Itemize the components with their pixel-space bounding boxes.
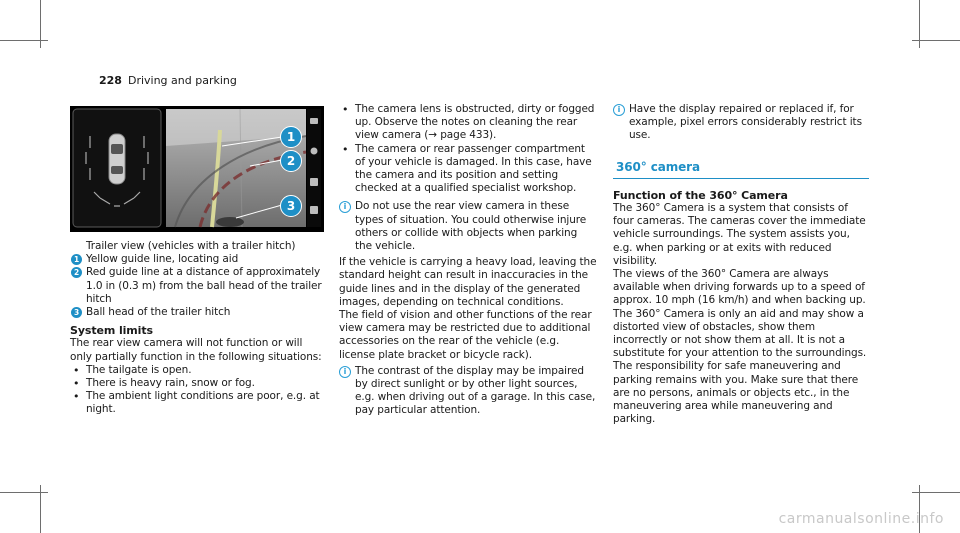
left-column	[70, 240, 325, 417]
settings-icon	[310, 178, 318, 186]
info-icon: i	[339, 201, 351, 213]
mid-bullet-2: • The camera or rear passenger compartment of your vehicle is damaged. In this case, have the camera and its position and setting checked at a qualified specialist workshop.	[339, 143, 597, 196]
ball-head	[216, 217, 244, 227]
system-limits-intro: The rear view camera will not function or will only partially function in the following situations:	[70, 337, 322, 363]
accessories-paragraph: The field of vision and other functions of the rear view camera may be restricted due to additional accessories on the rear of the vehicle (e.g. license plate bracket or bicycle rack).	[339, 309, 592, 361]
trailer-view-screen	[70, 106, 324, 232]
info-icon: i	[613, 104, 625, 116]
tow-icon	[311, 148, 318, 155]
function-heading: Function of the 360° Camera	[613, 188, 788, 202]
mid-bullet-1: • The camera lens is obstructed, dirty or fogged up. Observe the notes on cleaning the rear view camera (→ page 433).	[339, 103, 597, 143]
function-paragraph-1: The 360° Camera is a system that consists of four cameras. The cameras cover the immediate vehicle surroundings. The system assists you, e.g. when parking or at exits with reduced visibility.	[613, 202, 866, 267]
car-top-view-icon	[109, 134, 125, 184]
section-title: Driving and parking	[127, 74, 237, 87]
page-header	[99, 74, 237, 87]
note-3: i Have the display repaired or replaced if, for example, pixel errors considerably restrict its use.	[613, 103, 869, 143]
view-icon	[310, 206, 318, 214]
figure-caption: Trailer view (vehicles with a trailer hitch)	[86, 240, 296, 252]
middle-column	[339, 103, 597, 418]
legend-item-2: 2 Red guide line at a distance of approximately 1.0 in (0.3 m) from the ball head of the trailer hitch	[70, 266, 325, 306]
note-1: i Do not use the rear view camera in these types of situation. You could otherwise injure others or collide with objects when parking the vehicle.	[339, 200, 597, 253]
function-paragraph-2: The views of the 360° Camera are always available when driving forwards up to a speed of approx. 10 mph (16 km/h) and when backing up.	[613, 268, 866, 307]
system-limits-heading: System limits	[70, 324, 153, 338]
section-heading-360: 360° camera	[616, 159, 700, 174]
function-paragraph-3: The 360° Camera is only an aid and may show a distorted view of obstacles, show them incorrectly or not show them at all. It is not a substitute for your attention to the surroundings. The responsibility for safe maneuvering and parking remains with you. Make sure that there are no persons, animals or objects etc., in the maneuvering area while maneuvering and parking.	[613, 307, 867, 426]
info-icon: i	[339, 366, 351, 378]
limit-bullet-2: • There is heavy rain, snow or fog.	[70, 377, 325, 390]
limit-bullet-1: • The tailgate is open.	[70, 364, 325, 377]
right-column	[613, 103, 869, 426]
watermark: carmanualsonline.info	[778, 511, 944, 527]
page-number: 228	[99, 74, 122, 87]
callout-3: 3	[280, 195, 302, 217]
callout-2: 2	[280, 150, 302, 172]
legend-item-1: 1 Yellow guide line, locating aid	[70, 253, 325, 266]
callout-1: 1	[280, 126, 302, 148]
limit-bullet-3: • The ambient light conditions are poor, e.g. at night.	[70, 390, 325, 416]
heavy-load-paragraph: If the vehicle is carrying a heavy load, leaving the standard height can result in inaccuracies in the guide lines and in the display of the generated images, depending on technical conditions.	[339, 256, 597, 308]
note-2: i The contrast of the display may be impaired by direct sunlight or by other light sources, e.g. when driving out of a garage. In this case, pay particular attention.	[339, 365, 597, 418]
legend-item-3: 3 Ball head of the trailer hitch	[70, 306, 325, 319]
section-rule	[613, 178, 869, 179]
camera-icon	[310, 118, 318, 124]
